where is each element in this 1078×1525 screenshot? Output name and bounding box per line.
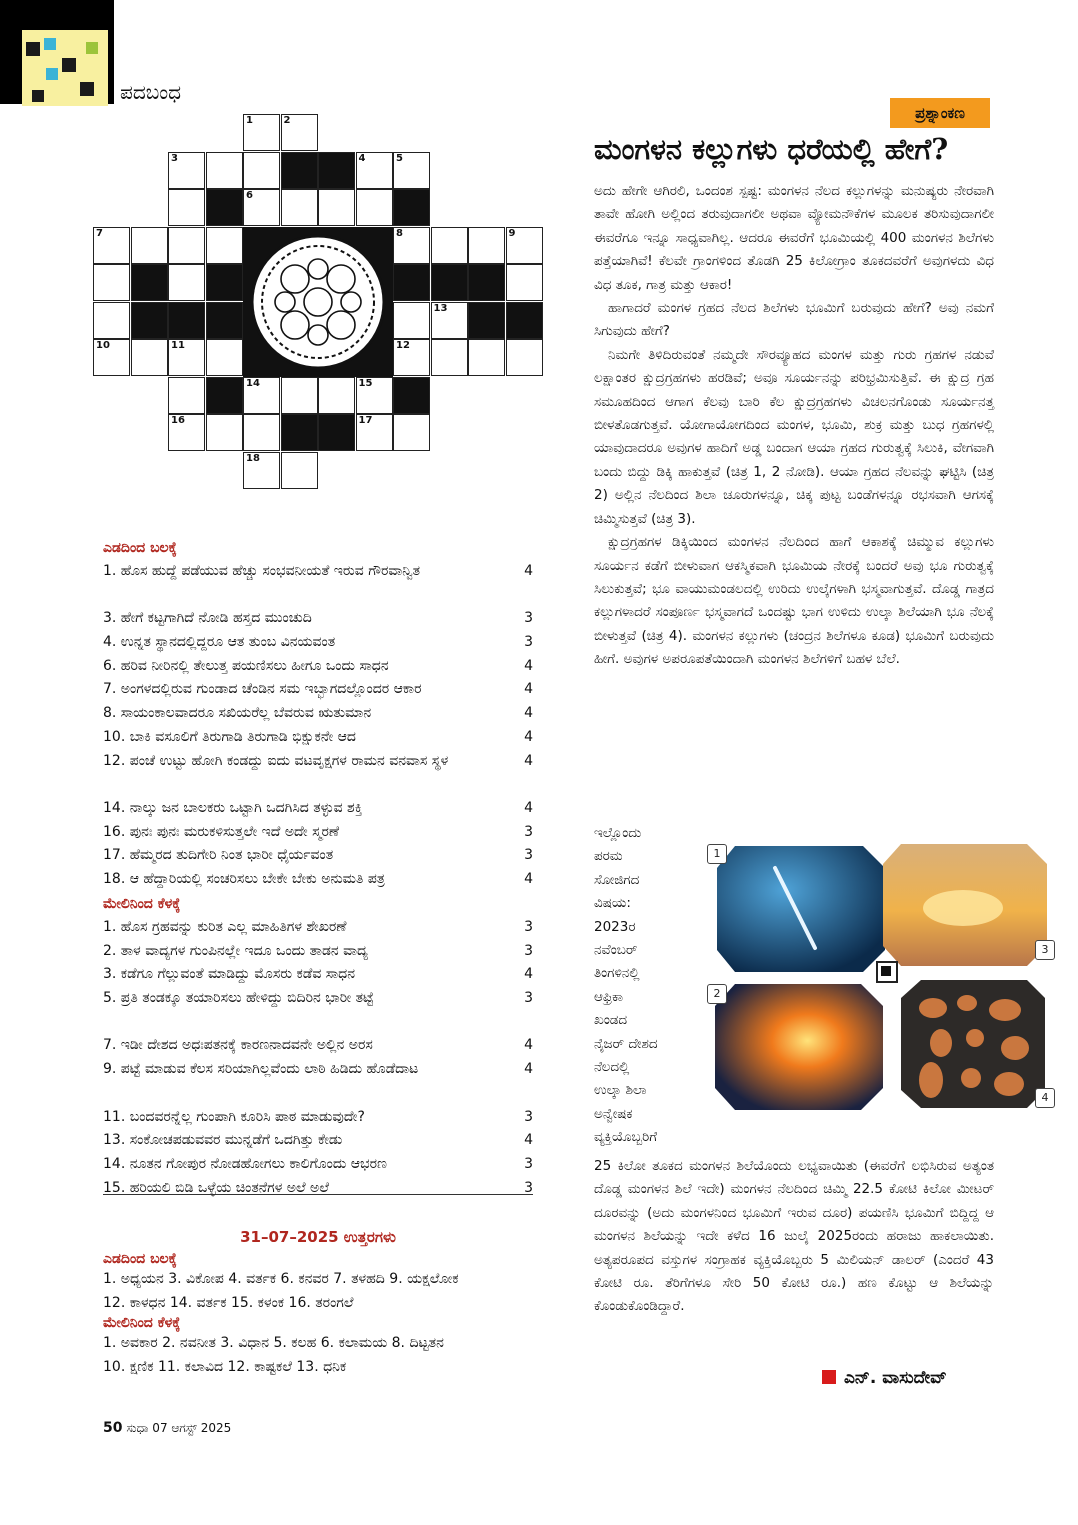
clue-item bbox=[103, 1129, 533, 1153]
clue-length: 4 bbox=[524, 563, 533, 579]
clue-item bbox=[103, 963, 533, 987]
clue-text: 5. ಪ್ರತಿ ತಂಡಕ್ಕೂ ತಯಾರಿಸಲು ಹೇಳಿದ್ದು ಬಿದಿರಿನ ಭಾರೀ ತಟ್ಟೆ bbox=[103, 990, 374, 1007]
clue-number: 16 bbox=[171, 415, 185, 426]
narrow-text-line: ವ್ಯಕ್ತಿಯೊಬ್ಬರಿಗೆ bbox=[594, 1129, 658, 1146]
clue-text: 7. ಇಡೀ ದೇಶದ ಅಧಃಪತನಕ್ಕೆ ಕಾರಣನಾದವನೇ ಅಲ್ಲಿನ ಅರಸ bbox=[103, 1037, 373, 1054]
grid-cell[interactable] bbox=[506, 339, 543, 376]
clue-item bbox=[103, 844, 533, 868]
grid-cell[interactable] bbox=[243, 189, 280, 226]
clue-text: 14. ನೂತನ ಗೋಪುರ ನೋಡಹೋಗಲು ಕಾಲಿಗೊಂದು ಆಭರಣ bbox=[103, 1155, 387, 1172]
page-number: 50 bbox=[103, 1420, 123, 1436]
answers-line: 1. ಅವಕಾರ 2. ನವನೀತ 3. ವಿಧಾನ 5. ಕಲಹ 6. ಕಲಾಮಯ 8. ದಿಟ್ಟತನ bbox=[103, 1335, 444, 1351]
clue-item bbox=[103, 987, 533, 1034]
meteorite-piece bbox=[957, 995, 977, 1011]
narrow-text-line: 2023ರ bbox=[594, 918, 636, 935]
clue-text: 3. ಕಡೆಗೂ ಗೆಲ್ಲುವಂತೆ ಮಾಡಿದ್ದು ಮೊಸರು ಕಡೆವ ಸಾಧನ bbox=[103, 966, 355, 983]
clue-text: 18. ಆ ಹೆದ್ದಾರಿಯಲ್ಲಿ ಸಂಚರಿಸಲು ಬೇಕೇ ಬೇಕು ಅನುಮತಿ ಪತ್ರ bbox=[103, 870, 385, 887]
clue-text: 1. ಹೊಸ ಹುದ್ದೆ ಪಡೆಯುವ ಹೆಚ್ಚು ಸಂಭವನೀಯತೆ ಇರುವ ಗೌರವಾನ್ವಿತ bbox=[103, 563, 421, 579]
column-tag: ಪ್ರಶ್ನಾಂಕಣ bbox=[890, 98, 990, 128]
clue-text: 8. ಸಾಯಂಕಾಲವಾದರೂ ಸಖಿಯರೆಲ್ಲ ಬೆವರುವ ಋತುಮಾನ bbox=[103, 705, 372, 722]
grid-block bbox=[393, 377, 430, 414]
clue-number: 2 bbox=[283, 115, 291, 126]
clue-length: 4 bbox=[524, 1132, 533, 1149]
clue-text: 6. ಹರಿವ ನೀರಿನಲ್ಲಿ ತೇಲುತ್ತ ಪಯಣಿಸಲು ಹೀಗೂ ಒಂದು ಸಾಧನ bbox=[103, 657, 389, 674]
clue-text: 11. ಬಂದವರನ್ನೆಲ್ಲ ಗುಂಪಾಗಿ ಕೂರಿಸಿ ಪಾಠ ಮಾಡುವುದೇ? bbox=[103, 1108, 365, 1125]
meteorite-piece bbox=[961, 1068, 981, 1088]
answers-across-heading: ಎಡದಿಂದ ಬಲಕ್ಕೆ bbox=[103, 1251, 177, 1267]
paragraph: ಅದು ಹೇಗೇ ಆಗಿರಲಿ, ಒಂದಂಶ ಸ್ಪಷ್ಟ: ಮಂಗಳನ ನೆಲದ ಕಲ್ಲುಗಳನ್ನು ಮನುಷ್ಯರು ನೇರವಾಗಿ ತಾವೇ ಹೋಗಿ ಅಲ್ಲಿಂದ ತರುವುದಾಗಲೀ ಅಥವಾ ವ್ಯೋಮನೌಕೆಗಳ ಮೂಲಕ ತರಿಸುವುದಾಗಲೀ ಈವರೆಗೂ ಇನ್ನೂ ಸಾಧ್ಯವಾಗಿಲ್ಲ. ಆದರೂ ಈವರೆಗೆ ಭೂಮಿಯಲ್ಲಿ 400 ಮಂಗಳನ ಶಿಲೆಗಳು ಪತ್ತೆಯಾಗಿವೆ! ಕೆಲವೇ ಗ್ರಾಂಗಳಿಂದ ತೊಡಗಿ 25 ಕಿಲೋಗ್ರಾಂ ತೂಕದವರೆಗೆ ಅವುಗಳದು ವಿಧ ವಿಧ ತೂಕ, ಗಾತ್ರ ಮತ್ತು ಆಕಾರ! bbox=[594, 183, 994, 293]
clue-text: 10. ಬಾಕಿ ವಸೂಲಿಗೆ ತಿರುಗಾಡಿ ತಿರುಗಾಡಿ ಭಿಕ್ಷುಕನೇ ಆದ bbox=[103, 728, 356, 745]
grid-cell[interactable] bbox=[393, 339, 430, 376]
narrow-text-line: ಸೋಜಿಗದ bbox=[594, 871, 640, 888]
paragraph: ನಿಮಗೇ ತಿಳಿದಿರುವಂತೆ ನಮ್ಮದೇ ಸೌರವ್ಯೂಹದ ಮಂಗಳ ಮತ್ತು ಗುರು ಗ್ರಹಗಳ ನಡುವೆ ಲಕ್ಷಾಂತರ ಕ್ಷುದ್ರಗ್ರಹಗಳು ಹರಡಿವೆ; ಅವೂ ಸೂರ್ಯನನ್ನು ಪರಿಭ್ರಮಿಸುತ್ತಿವೆ. ಈ ಕ್ಷುದ್ರ ಗ್ರಹ ಸಮೂಹದಿಂದ ಆಗಾಗ ಕೆಲವು ಬಾರಿ ಕೆಲ ಕ್ಷುದ್ರಗ್ರಹಗಳು ವಿಚಲನಗೊಂಡು ಸೂರ್ಯನತ್ತ ಬೀಳತೊಡಗುತ್ತವೆ. ಯೋಗಾಯೋಗದಿಂದ ಮಂಗಳ, ಭೂಮಿ, ಶುಕ್ರ ಮತ್ತು ಬುಧ ಗ್ರಹಗಳಲ್ಲಿ ಯಾವುದಾದರೂ ಅವುಗಳ ಹಾದಿಗೆ ಅಡ್ಡ ಬಂದಾಗ ಆಯಾ ಗ್ರಹದ ಗುರುತ್ವಕ್ಕೆ ಸಿಲುಕಿ, ವೇಗವಾಗಿ ಬಂದು ಬಿದ್ದು ಡಿಕ್ಕಿ ಹಾಕುತ್ತವೆ (ಚಿತ್ರ 1, 2 ನೋಡಿ). ಆಯಾ ಗ್ರಹದ ನೆಲವನ್ನು ಘಟ್ಟಿಸಿ (ಚಿತ್ರ 2) ಅಲ್ಲಿನ ನೆಲದಿಂದ ಶಿಲಾ ಚೂರುಗಳನ್ನೂ, ಚಿಕ್ಕ ಪುಟ್ಟ ಬಂಡೆಗಳನ್ನೂ ರಭಸವಾಗಿ ಆಗಸಕ್ಕೆ ಚಿಮ್ಮಿಸುತ್ತವೆ (ಚಿತ್ರ 3). bbox=[594, 346, 994, 527]
clue-item bbox=[103, 655, 533, 679]
clue-number: 14 bbox=[246, 377, 260, 389]
clue-item bbox=[103, 560, 533, 607]
clue-length: 4 bbox=[524, 870, 533, 887]
grid-block bbox=[468, 264, 505, 301]
grid-cell[interactable] bbox=[168, 227, 205, 264]
narrow-text-line: ನೆಲದಲ್ಲಿ bbox=[594, 1058, 630, 1075]
clue-text: 15. ಹರಿಯಲಿ ಬಿಡಿ ಒಳ್ಳೆಯ ಚಿಂತನೆಗಳ ಅಲೆ ಅಲೆ bbox=[103, 1179, 329, 1196]
figure-2-photo bbox=[715, 984, 883, 1110]
collage-svg bbox=[705, 838, 1060, 1118]
across-heading: ಎಡದಿಂದ ಬಲಕ್ಕೆ bbox=[103, 540, 177, 556]
paragraph: ಕ್ಷುದ್ರಗ್ರಹಗಳ ಡಿಕ್ಕಿಯಿಂದ ಮಂಗಳನ ನೆಲದಿಂದ ಹಾಗೆ ಆಕಾಶಕ್ಕೆ ಚಿಮ್ಮುವ ಕಲ್ಲುಗಳು ಸೂರ್ಯನ ಕಡೆಗೆ ಬೀಳುವಾಗ ಆಕಸ್ಮಿಕವಾಗಿ ಭೂಮಿಯ ನೇರಕ್ಕೆ ಬಂದರೆ ಅವು ಭೂ ಗುರುತ್ವಕ್ಕೆ ಸಿಲುಕುತ್ತವೆ; ಭೂ ವಾಯುಮಂಡಲದಲ್ಲಿ ಉರಿದು ಉಲ್ಕೆಗಳಾಗಿ ಭಸ್ಮವಾಗುತ್ತವೆ. ದೊಡ್ಡ ಗಾತ್ರದ ಕಲ್ಲುಗಳಾದರೆ ಸಂಪೂರ್ಣ ಭಸ್ಮವಾಗದೆ ಒಂದಷ್ಟು ಭಾಗ ಉಳಿದು ಉಲ್ಕಾ ಶಿಲೆಯಾಗಿ ಭೂ ನೆಲಕ್ಕೆ ಬೀಳುತ್ತವೆ (ಚಿತ್ರ 4). ಮಂಗಳನ ಕಲ್ಲುಗಳು (ಚಂದ್ರನ ಶಿಲೆಗಳೂ ಕೂಡ) ಭೂಮಿಗೆ ಬರುವುದು ಹೀಗೆ. ಅವುಗಳ ಅಪರೂಪತೆಯಿಂದಾಗಿ ಮಂಗಳನ ಶಿಲೆಗಳಿಗೆ ಬಹಳ ಬೆಲೆ. bbox=[594, 534, 994, 668]
grid-block bbox=[318, 414, 355, 451]
narrow-text-line: ಉಲ್ಕಾ ಶಿಲಾ bbox=[594, 1082, 647, 1099]
down-heading: ಮೇಲಿನಿಂದ ಕೆಳಕ್ಕೆ bbox=[103, 896, 181, 912]
clue-item bbox=[103, 1177, 533, 1201]
clue-number: 3 bbox=[171, 152, 178, 164]
clue-number: 15 bbox=[358, 377, 373, 389]
logo-square bbox=[80, 82, 94, 96]
clue-item bbox=[103, 631, 533, 655]
answers-title: 31–07–2025 ಉತ್ತರಗಳು bbox=[240, 1228, 396, 1246]
grid-block bbox=[281, 152, 318, 189]
clue-text: 1. ಹೊಸ ಗ್ರಹವನ್ನು ಕುರಿತ ಎಲ್ಲ ಮಾಹಿತಿಗಳ ಶೇಖರಣೆ bbox=[103, 919, 347, 935]
grid-cell[interactable] bbox=[393, 414, 430, 451]
clue-text: 4. ಉನ್ನತ ಸ್ಥಾನದಲ್ಲಿದ್ದರೂ ಆತ ತುಂಬ ವಿನಯವಂತ bbox=[103, 634, 336, 651]
clue-item bbox=[103, 1058, 533, 1105]
narrow-text-line: ನೈಜರ್ ದೇಶದ bbox=[594, 1035, 658, 1052]
clue-text: 16. ಪುನಃ ಪುನಃ ಮರುಕಳಿಸುತ್ತಲೇ ಇದೆ ಅದೇ ಸ್ಮರಣೆ bbox=[103, 823, 340, 840]
grid-cell[interactable] bbox=[131, 339, 168, 376]
grid-cell[interactable] bbox=[356, 152, 393, 189]
grid-cell[interactable] bbox=[506, 227, 543, 264]
clue-item bbox=[103, 1153, 533, 1177]
divider bbox=[103, 1194, 533, 1195]
answers-down-heading: ಮೇಲಿನಿಂದ ಕೆಳಕ್ಕೆ bbox=[103, 1315, 181, 1331]
grid-cell[interactable] bbox=[431, 227, 468, 264]
figure-number: 1 bbox=[707, 844, 727, 864]
clue-item bbox=[103, 702, 533, 726]
answers-line: 12. ಕಾಳಧನ 14. ವರ್ತಕ 15. ಕಳಂಕ 16. ತರಂಗಲೆ bbox=[103, 1295, 354, 1311]
grid-cell[interactable] bbox=[168, 189, 205, 226]
clue-text: 13. ಸಂಕೋಚಪಡುವವರ ಮುನ್ನಡೆಗೆ ಒದಗಿತ್ತು ಕೇಡು bbox=[103, 1132, 343, 1149]
logo-square bbox=[26, 42, 40, 56]
grid-block bbox=[318, 152, 355, 189]
narrow-text-line: ಖಂಡದ bbox=[594, 1012, 628, 1029]
narrow-text-line: ಅನ್ವೇಷಕ bbox=[594, 1105, 633, 1122]
grid-cell[interactable] bbox=[131, 227, 168, 264]
figure-number: 4 bbox=[1035, 1088, 1055, 1108]
clue-number: 18 bbox=[246, 452, 260, 464]
grid-cell[interactable] bbox=[431, 339, 468, 376]
clue-item bbox=[103, 1034, 533, 1058]
section-label: ಪದಬಂಧ bbox=[120, 80, 182, 104]
clue-number: 11 bbox=[171, 340, 185, 351]
grid-cell[interactable] bbox=[243, 377, 280, 414]
grid-cell[interactable] bbox=[168, 377, 205, 414]
grid-cell[interactable] bbox=[356, 414, 393, 451]
narrow-text-line: ತಿಂಗಳಿನಲ್ಲಿ bbox=[594, 965, 640, 982]
grid-cell[interactable] bbox=[393, 227, 430, 264]
clue-item bbox=[103, 868, 533, 892]
logo-square bbox=[44, 38, 56, 50]
grid-cell[interactable] bbox=[243, 414, 280, 451]
clue-number: 4 bbox=[358, 152, 366, 164]
clue-item bbox=[103, 726, 533, 750]
clue-item bbox=[103, 797, 533, 821]
grid-cell[interactable] bbox=[468, 227, 505, 264]
clue-item bbox=[103, 916, 533, 940]
clue-number: 10 bbox=[96, 340, 110, 351]
clue-text: 12. ಪಂಚೆ ಉಟ್ಟು ಹೋಗಿ ಕಂಡದ್ದು ಐದು ವಟವೃಕ್ಷಗಳ ರಾಮನ ವನವಾಸ ಸ್ಥಳ bbox=[103, 752, 449, 769]
clue-length: 3 bbox=[524, 990, 533, 1007]
clue-length: 4 bbox=[524, 966, 533, 983]
grid-cell[interactable] bbox=[281, 377, 318, 414]
clue-length: 3 bbox=[524, 1108, 533, 1125]
clue-length: 3 bbox=[524, 634, 533, 651]
meteorite-piece bbox=[989, 999, 1021, 1021]
clue-number: 7 bbox=[96, 227, 103, 239]
grid-block bbox=[206, 377, 243, 414]
answers-across bbox=[103, 1251, 533, 1379]
grid-cell[interactable] bbox=[168, 414, 205, 451]
clue-text: 3. ಹೇಗೆ ಕಟ್ಟಗಾಗಿದೆ ನೋಡಿ ಹಸ್ತದ ಮುಂಚುದಿ bbox=[103, 610, 312, 627]
narrow-text-line: ಆಫ್ರಿಕಾ bbox=[594, 988, 623, 1005]
grid-block bbox=[393, 264, 430, 301]
clue-length: 3 bbox=[524, 823, 533, 840]
clue-length: 3 bbox=[524, 1155, 533, 1172]
clue-number: 13 bbox=[433, 302, 448, 314]
grid-cell[interactable] bbox=[93, 339, 130, 376]
grid-block bbox=[206, 302, 243, 339]
paragraph: ಹಾಗಾದರೆ ಮಂಗಳ ಗ್ರಹದ ನೆಲದ ಶಿಲೆಗಳು ಭೂಮಿಗೆ ಬರುವುದು ಹೇಗೆ? ಅವು ನಮಗೆ ಸಿಗುವುದು ಹೇಗೆ? bbox=[594, 300, 994, 340]
figure-number: 3 bbox=[1035, 940, 1055, 960]
grid-cell[interactable] bbox=[281, 114, 318, 151]
grid-block bbox=[131, 302, 168, 339]
grid-cell[interactable] bbox=[431, 302, 468, 339]
grid-cell[interactable] bbox=[93, 227, 130, 264]
meteorite-piece bbox=[994, 1072, 1024, 1096]
clue-length: 3 bbox=[524, 847, 533, 864]
clue-length: 4 bbox=[524, 657, 533, 674]
grid-cell[interactable] bbox=[243, 114, 280, 151]
meteorite-piece bbox=[966, 1029, 984, 1047]
clue-number: 5 bbox=[396, 152, 403, 164]
clue-length: 3 bbox=[524, 942, 533, 959]
grid-cell[interactable] bbox=[356, 189, 393, 226]
across-clues bbox=[103, 540, 533, 892]
grid-cell[interactable] bbox=[318, 377, 355, 414]
clue-length: 4 bbox=[524, 681, 533, 698]
figure-1-photo bbox=[717, 846, 885, 972]
meteorite-piece bbox=[1001, 1036, 1029, 1060]
down-clues bbox=[103, 896, 533, 1200]
grid-cell[interactable] bbox=[206, 414, 243, 451]
meteorite-piece bbox=[919, 1062, 943, 1098]
grid-block bbox=[206, 189, 243, 226]
impact-glow bbox=[923, 890, 1003, 926]
grid-cell[interactable] bbox=[93, 264, 130, 301]
figure-collage bbox=[705, 838, 1060, 1118]
grid-cell[interactable] bbox=[168, 339, 205, 376]
grid-block bbox=[431, 264, 468, 301]
byline-marker bbox=[822, 1370, 836, 1384]
clue-text: 9. ಪಟ್ಟೆ ಮಾಡುವ ಕೆಲಸ ಸರಿಯಾಗಿಲ್ಲವೆಂದು ಲಾಠಿ ಹಿಡಿದು ಹೊಡೆದಾಟ bbox=[103, 1061, 419, 1078]
clue-length: 3 bbox=[524, 610, 533, 627]
narrow-text-line: ಇಲ್ಲೊಂದು bbox=[594, 825, 642, 841]
footer-text: ಸುಧಾ 07 ಆಗಸ್ಟ್ 2025 bbox=[126, 1421, 232, 1435]
clue-length: 3 bbox=[524, 919, 533, 935]
grid-cell[interactable] bbox=[506, 264, 543, 301]
clue-number: 8 bbox=[396, 227, 403, 239]
figure-number: 2 bbox=[707, 984, 727, 1004]
article-body bbox=[594, 180, 994, 672]
grid-cell[interactable] bbox=[356, 377, 393, 414]
grid-block bbox=[131, 264, 168, 301]
answers-line: 1. ಅಧ್ಯಯನ 3. ವಿಕೋಪ 4. ವರ್ತಕ 6. ಕನವರ 7. ತಳಹದಿ 9. ಯಕ್ಷಲೋಕ bbox=[103, 1271, 459, 1287]
grid-block bbox=[506, 302, 543, 339]
clue-item bbox=[103, 821, 533, 845]
ornament-icon bbox=[243, 227, 393, 377]
narrow-text-line: ವಿಷಯ: bbox=[594, 895, 631, 912]
page-footer bbox=[103, 1420, 231, 1436]
grid-cell[interactable] bbox=[206, 339, 243, 376]
clue-item bbox=[103, 940, 533, 964]
grid-cell[interactable] bbox=[281, 452, 318, 489]
narrow-column bbox=[594, 822, 704, 1149]
clue-number: 17 bbox=[358, 415, 373, 426]
grid-cell[interactable] bbox=[206, 152, 243, 189]
clue-number: 1 bbox=[246, 115, 253, 126]
grid-cell[interactable] bbox=[168, 264, 205, 301]
center-ornament bbox=[243, 227, 393, 377]
grid-cell[interactable] bbox=[243, 452, 280, 489]
grid-cell[interactable] bbox=[318, 189, 355, 226]
clue-item bbox=[103, 678, 533, 702]
clue-length: 4 bbox=[524, 799, 533, 816]
grid-cell[interactable] bbox=[168, 152, 205, 189]
narrow-text-line: ನವೆಂಬರ್ bbox=[594, 941, 638, 958]
meteorite-piece bbox=[919, 998, 947, 1018]
answers-line: 10. ಕ್ಷಣಿಕ 11. ಕಲಾವಿದ 12. ಕಾಷ್ಟಕಲೆ 13. ಧನಿಕ bbox=[103, 1359, 347, 1375]
clue-text: 17. ಹೆಮ್ಮರದ ತುದಿಗೇರಿ ನಿಂತ ಭಾರೀ ಧೈರ್ಯವಂತ bbox=[103, 847, 334, 864]
clue-length: 4 bbox=[524, 1061, 533, 1078]
meteorite-piece bbox=[930, 1029, 952, 1057]
article-title: ಮಂಗಳನ ಕಲ್ಲುಗಳು ಧರೆಯಲ್ಲಿ ಹೇಗೆ? bbox=[594, 132, 949, 166]
center-marker-fill bbox=[881, 966, 891, 976]
grid-cell[interactable] bbox=[281, 189, 318, 226]
clue-item bbox=[103, 607, 533, 631]
grid-cell[interactable] bbox=[468, 339, 505, 376]
logo-square bbox=[62, 58, 76, 72]
logo-square bbox=[46, 68, 58, 80]
grid-cell[interactable] bbox=[393, 152, 430, 189]
grid-block bbox=[281, 414, 318, 451]
grid-cell[interactable] bbox=[393, 302, 430, 339]
clue-length: 4 bbox=[524, 1037, 533, 1054]
logo-square bbox=[86, 42, 98, 54]
narrow-text-line: ಪರಮ bbox=[594, 848, 623, 865]
clue-text: 2. ತಾಳ ವಾದ್ಯಗಳ ಗುಂಪಿನಲ್ಲೇ ಇದೂ ಒಂದು ತಾಡನ ವಾದ್ಯ bbox=[103, 942, 369, 959]
grid-cell[interactable] bbox=[243, 152, 280, 189]
clue-number: 12 bbox=[396, 340, 410, 351]
clue-number: 6 bbox=[246, 190, 253, 201]
author-byline bbox=[822, 1368, 947, 1388]
clue-length: 4 bbox=[524, 752, 533, 769]
clue-item bbox=[103, 1106, 533, 1130]
grid-block bbox=[468, 302, 505, 339]
clue-number: 9 bbox=[508, 227, 516, 239]
clue-length: 4 bbox=[524, 705, 533, 722]
clue-length: 4 bbox=[524, 728, 533, 745]
grid-block bbox=[393, 189, 430, 226]
paragraph: 25 ಕಿಲೋ ತೂಕದ ಮಂಗಳನ ಶಿಲೆಯೊಂದು ಲಭ್ಯವಾಯಿತು (ಈವರೆಗೆ ಲಭಿಸಿರುವ ಅತ್ಯಂತ ದೊಡ್ಡ ಮಂಗಳನ ಶಿಲೆ ಇದೇ) ಮಂಗಳನ ನೆಲದಿಂದ ಚಿಮ್ಮಿ 22.5 ಕೋಟಿ ಕಿಲೋ ಮೀಟರ್ ದೂರವನ್ನು (ಅದು ಮಂಗಳನಿಂದ ಭೂಮಿಗೆ ಇರುವ ದೂರ) ಪಯಣಿಸಿ ಭೂಮಿಗೆ ಬಿದ್ದಿದ್ದ ಆ ಮಂಗಳನ ಶಿಲೆಯನ್ನು ಇದೇ ಕಳೆದ 16 ಜುಲೈ 2025ರಂದು ಹರಾಜು ಹಾಕಲಾಯಿತು. ಅತ್ಯಪರೂಪದ ವಸ್ತುಗಳ ಸಂಗ್ರಾಹಕ ವ್ಯಕ್ತಿಯೊಬ್ಬರು 5 ಮಿಲಿಯನ್ ಡಾಲರ್ (ಎಂದರೆ 43 ಕೋಟಿ ರೂ. ತೆರಿಗೆಗಳೂ ಸೇರಿ 50 ಕೋಟಿ ರೂ.) ಹಣ ಕೊಟ್ಟು ಆ ಶಿಲೆಯನ್ನು ಕೊಂಡುಕೊಂಡಿದ್ದಾರೆ. bbox=[594, 1158, 994, 1315]
clue-text: 14. ನಾಲ್ಕು ಜನ ಬಾಲಕರು ಒಟ್ಟಾಗಿ ಒದಗಿಸಿದ ತಳ್ಳುವ ಶಕ್ತಿ bbox=[103, 799, 363, 816]
author-name: ಎನ್. ವಾಸುದೇವ್ bbox=[844, 1368, 947, 1388]
logo-square bbox=[32, 90, 44, 102]
clue-item bbox=[103, 750, 533, 797]
grid-block bbox=[206, 264, 243, 301]
grid-cell[interactable] bbox=[93, 302, 130, 339]
grid-block bbox=[168, 302, 205, 339]
clue-length: 3 bbox=[524, 1179, 533, 1196]
clue-text: 7. ಅಂಗಳದಲ್ಲಿರುವ ಗುಂಡಾದ ಚೆಂಡಿನ ಸಮ ಇಬ್ಭಾಗದಲ್ಲೊಂದರ ಆಕಾರ bbox=[103, 681, 422, 698]
grid-cell[interactable] bbox=[206, 227, 243, 264]
article-body-continued bbox=[594, 1155, 994, 1319]
